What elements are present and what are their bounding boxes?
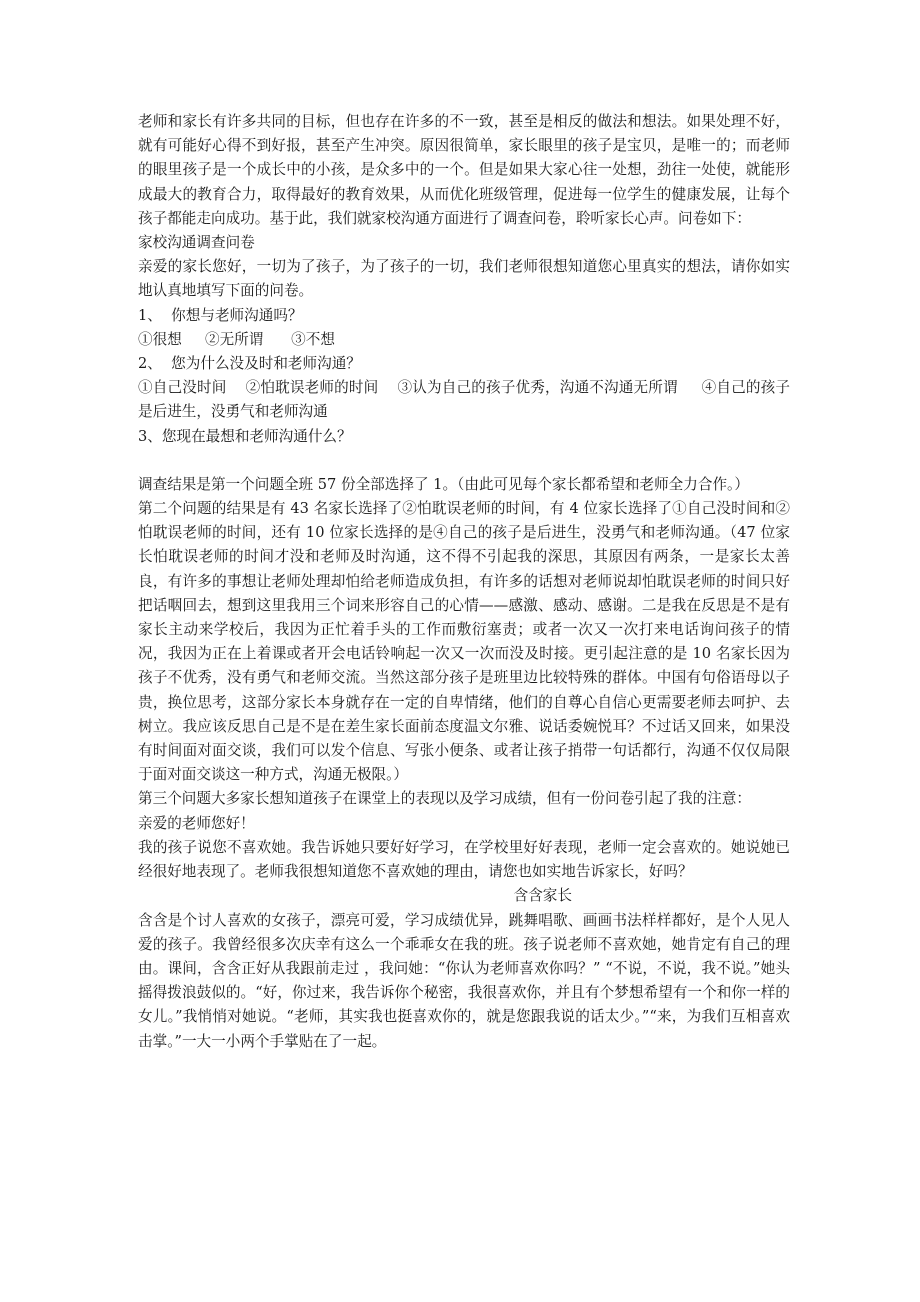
question-2-options: ①自己没时间 ②怕耽误老师的时间 ③认为自己的孩子优秀，沟通不沟通无所谓 ④自己的孩子是后进生，没勇气和老师沟通 bbox=[138, 379, 790, 421]
result-paragraph-2: 第二个问题的结果是有 43 名家长选择了②怕耽误老师的时间，有 4 位家长选择了①自己没时间和②怕耽误老师的时间，还有 10 位家长选择的是④自己的孩子是后进生，没勇气和老师沟通。（47 位家长怕耽误老师的时间才没和老师及时沟通，这不得不引起我的深思，其原因有两条，一是家长太善良，有许多的事想让老师处理却怕给老师造成负担，有许多的话想对老师说却怕耽误老师的时间只好把话咽回去，想到这里我用三个词来形容自己的心情——感激、感动、感谢。二是我在反思是不是有家长主动来学校后，我因为正忙着手头的工作而敷衍塞责；或者一次又一次打来电话询问孩子的情况，我因为正在上着课或者开会电话铃响起一次又一次而没及时接。更引起注意的是 10 名家长因为孩子不优秀，没有勇气和老师交流。当然这部分孩子是班里边比较特殊的群体。中国有句俗语母以子贵，换位思考，这部分家长本身就存在一定的自卑情绪，他们的自尊心自信心更需要老师去呵护、去树立。我应该反思自己是不是在差生家长面前态度温文尔雅、说话委婉悦耳？不过话又回来，如果没有时间面对面交谈，我们可以发个信息、写张小便条、或者让孩子捎带一句话都行，沟通不仅仅局限于面对面交谈这一种方式，沟通无极限。） bbox=[138, 500, 790, 784]
letter-body: 我的孩子说您不喜欢她。我告诉她只要好好学习，在学校里好好表现，老师一定会喜欢的。她说她已经很好地表现了。老师我很想知道您不喜欢她的理由，请您也如实地告诉家长，好吗？ bbox=[138, 838, 790, 881]
result-paragraph-1: 调查结果是第一个问题全班 57 份全部选择了 1。（由此可见每个家长都希望和老师全力合作。） bbox=[138, 475, 749, 493]
question-1: 1、 你想与老师沟通吗？ bbox=[138, 306, 303, 324]
letter-signature: 含含家长 bbox=[513, 887, 572, 905]
survey-title: 家校沟通调查问卷 bbox=[138, 234, 255, 252]
document-body bbox=[138, 110, 790, 1054]
question-2: 2、 您为什么没及时和老师沟通？ bbox=[138, 355, 361, 373]
question-1-options: ①很想 ②无所谓 ③不想 bbox=[138, 330, 335, 348]
intro-paragraph: 老师和家长有许多共同的目标，但也存在许多的不一致，甚至是相反的做法和想法。如果处理不好，就有可能好心得不到好报，甚至产生冲突。原因很简单，家长眼里的孩子是宝贝，是唯一的；而老师的眼里孩子是一个成长中的小孩，是众多中的一个。但是如果大家心往一处想，劲往一处使，就能形成最大的教育合力，取得最好的教育效果，从而优化班级管理，促进每一位学生的健康发展，让每个孩子都能走向成功。基于此，我们就家校沟通方面进行了调查问卷，聆听家长心声。问卷如下： bbox=[138, 113, 790, 227]
story-paragraph: 含含是个讨人喜欢的女孩子，漂亮可爱，学习成绩优异，跳舞唱歌、画画书法样样都好，是个人见人爱的孩子。我曾经很多次庆幸有这么一个乖乖女在我的班。孩子说老师不喜欢她，她肯定有自己的理由。课间，含含正好从我跟前走过 ，我问她：“你认为老师喜欢你吗？” “不说，不说，我不说。”她头摇得拨浪鼓似的。“好，你过来，我告诉你个秘密，我很喜欢你，并且有个梦想希望有一个和你一样的女儿。”我悄悄对她说。“老师，其实我也挺喜欢你的，就是您跟我说的话太少。”“来，为我们互相喜欢击掌。”一大一小两个手掌贴在了一起。 bbox=[138, 911, 790, 1050]
letter-greeting: 亲爱的老师您好！ bbox=[138, 814, 255, 832]
question-3: 3、您现在最想和老师沟通什么？ bbox=[138, 427, 352, 445]
blank-line bbox=[138, 449, 790, 473]
survey-greeting: 亲爱的家长您好，一切为了孩子，为了孩子的一切，我们老师很想知道您心里真实的想法，请你如实地认真地填写下面的问卷。 bbox=[138, 258, 790, 300]
result-paragraph-3: 第三个问题大多家长想知道孩子在课堂上的表现以及学习成绩，但有一份问卷引起了我的注意： bbox=[138, 790, 751, 808]
